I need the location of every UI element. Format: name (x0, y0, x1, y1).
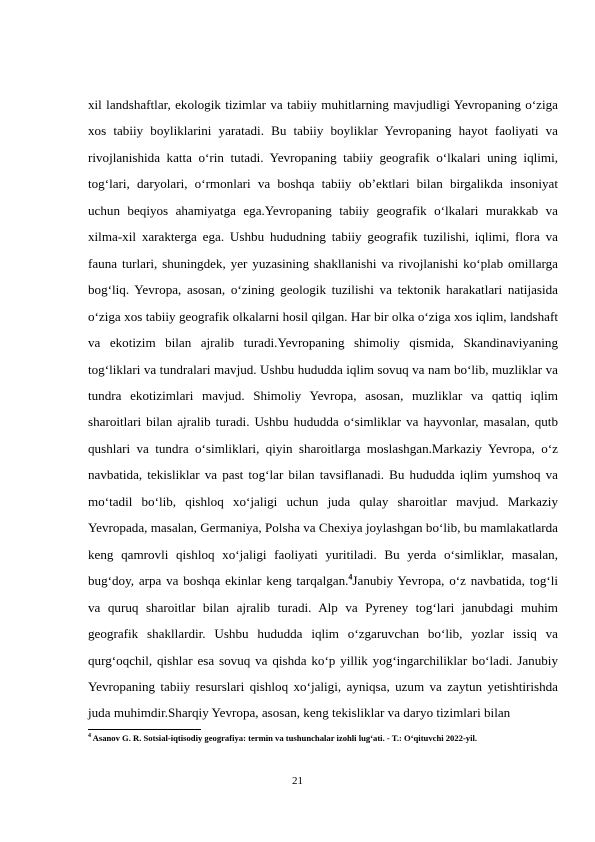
footnote-separator (88, 729, 201, 730)
body-paragraph (88, 92, 558, 727)
paragraph-text-part1: xil landshaftlar, ekologik tizimlar va tabiiy muhitlarning mavjudligi Yevropaning o‘ziga xos tabiiy boyliklarini yaratadi. Bu tabiiy boyliklar Yevropaning hayot faoliyati va rivojlanishida katta o‘rin tutadi. Yevropaning tabiiy geografik o‘lkalari uning iqlimi, tog‘lari, daryolari, o‘rmonlari va boshqa tabiiy ob’ektlari bilan birgalikda insoniyat uchun beqiyos ahamiyatga ega.Yevropaning tabiiy geografik o‘lkalari murakkab va xilma-xil xarakterga ega. Ushbu hududning tabiiy geografik tuzilishi, iqlimi, flora va fauna turlari, shuningdek, yer yuzasining shakllanishi va rivojlanishi ko‘plab omillarga bog‘liq. Yevropa, asosan, o‘zining geologik tuzilishi va tektonik harakatlari natijasida o‘ziga xos tabiiy geografik olkalarni hosil qilgan. Har bir olka o‘ziga xos iqlim, landshaft va ekotizim bilan ajralib turadi.Yevropaning shimoliy qismida, Skandinaviyaning tog‘liklari va tundralari mavjud. Ushbu hududda iqlim sovuq va nam bo‘lib, muzliklar va tundra ekotizimlari mavjud. Shimoliy Yevropa, asosan, muzliklar va qattiq iqlim sharoitlari bilan ajralib turadi. Ushbu hududda o‘simliklar va hayvonlar, masalan, qutb qushlari va tundra o‘simliklari, qiyin sharoitlarga moslashgan.Markaziy Yevropa, o‘z navbatida, tekisliklar va past tog‘lar bilan tavsiflanadi. Bu hududda iqlim yumshoq va mo‘tadil bo‘lib, qishloq xo‘jaligi uchun juda qulay sharoitlar mavjud. Markaziy Yevropada, masalan, Germaniya, Polsha va Chexiya joylashgan bo‘lib, bu mamlakatlarda keng qamrovli qishloq xo‘jaligi faoliyati yuritiladi. Bu yerda o‘simliklar, masalan, bug‘doy, arpa va boshqa ekinlar keng tarqalgan. (88, 97, 558, 589)
footnote-text: Asanov G. R. Sotsial-iqtisodiy geografiya: termin va tushunchalar izohli lug‘ati. - T.: O‘qituvchi 2022-yil. (91, 733, 478, 743)
page-number: 21 (292, 775, 303, 787)
paragraph-text-part2: Janubiy Yevropa, o‘z navbatida, tog‘li va quruq sharoitlar bilan ajralib turadi. Alp va Pyreney tog‘lari janubdagi muhim geografik shakllardir. Ushbu hududda iqlim o‘zgaruvchan bo‘lib, yozlar issiq va qurg‘oqchil, qishlar esa sovuq va qishda ko‘p yillik yog‘ingarchiliklar bo‘ladi. Janubiy Yevropaning tabiiy resurslari qishloq xo‘jaligi, ayniqsa, uzum va zaytun yetishtirishda juda muhimdir.Sharqiy Yevropa, asosan, keng tekisliklar va daryo tizimlari bilan (88, 573, 558, 721)
footnote-number: 4 (88, 733, 91, 740)
footnote (88, 733, 558, 743)
footnote-reference: 4 (348, 572, 353, 582)
